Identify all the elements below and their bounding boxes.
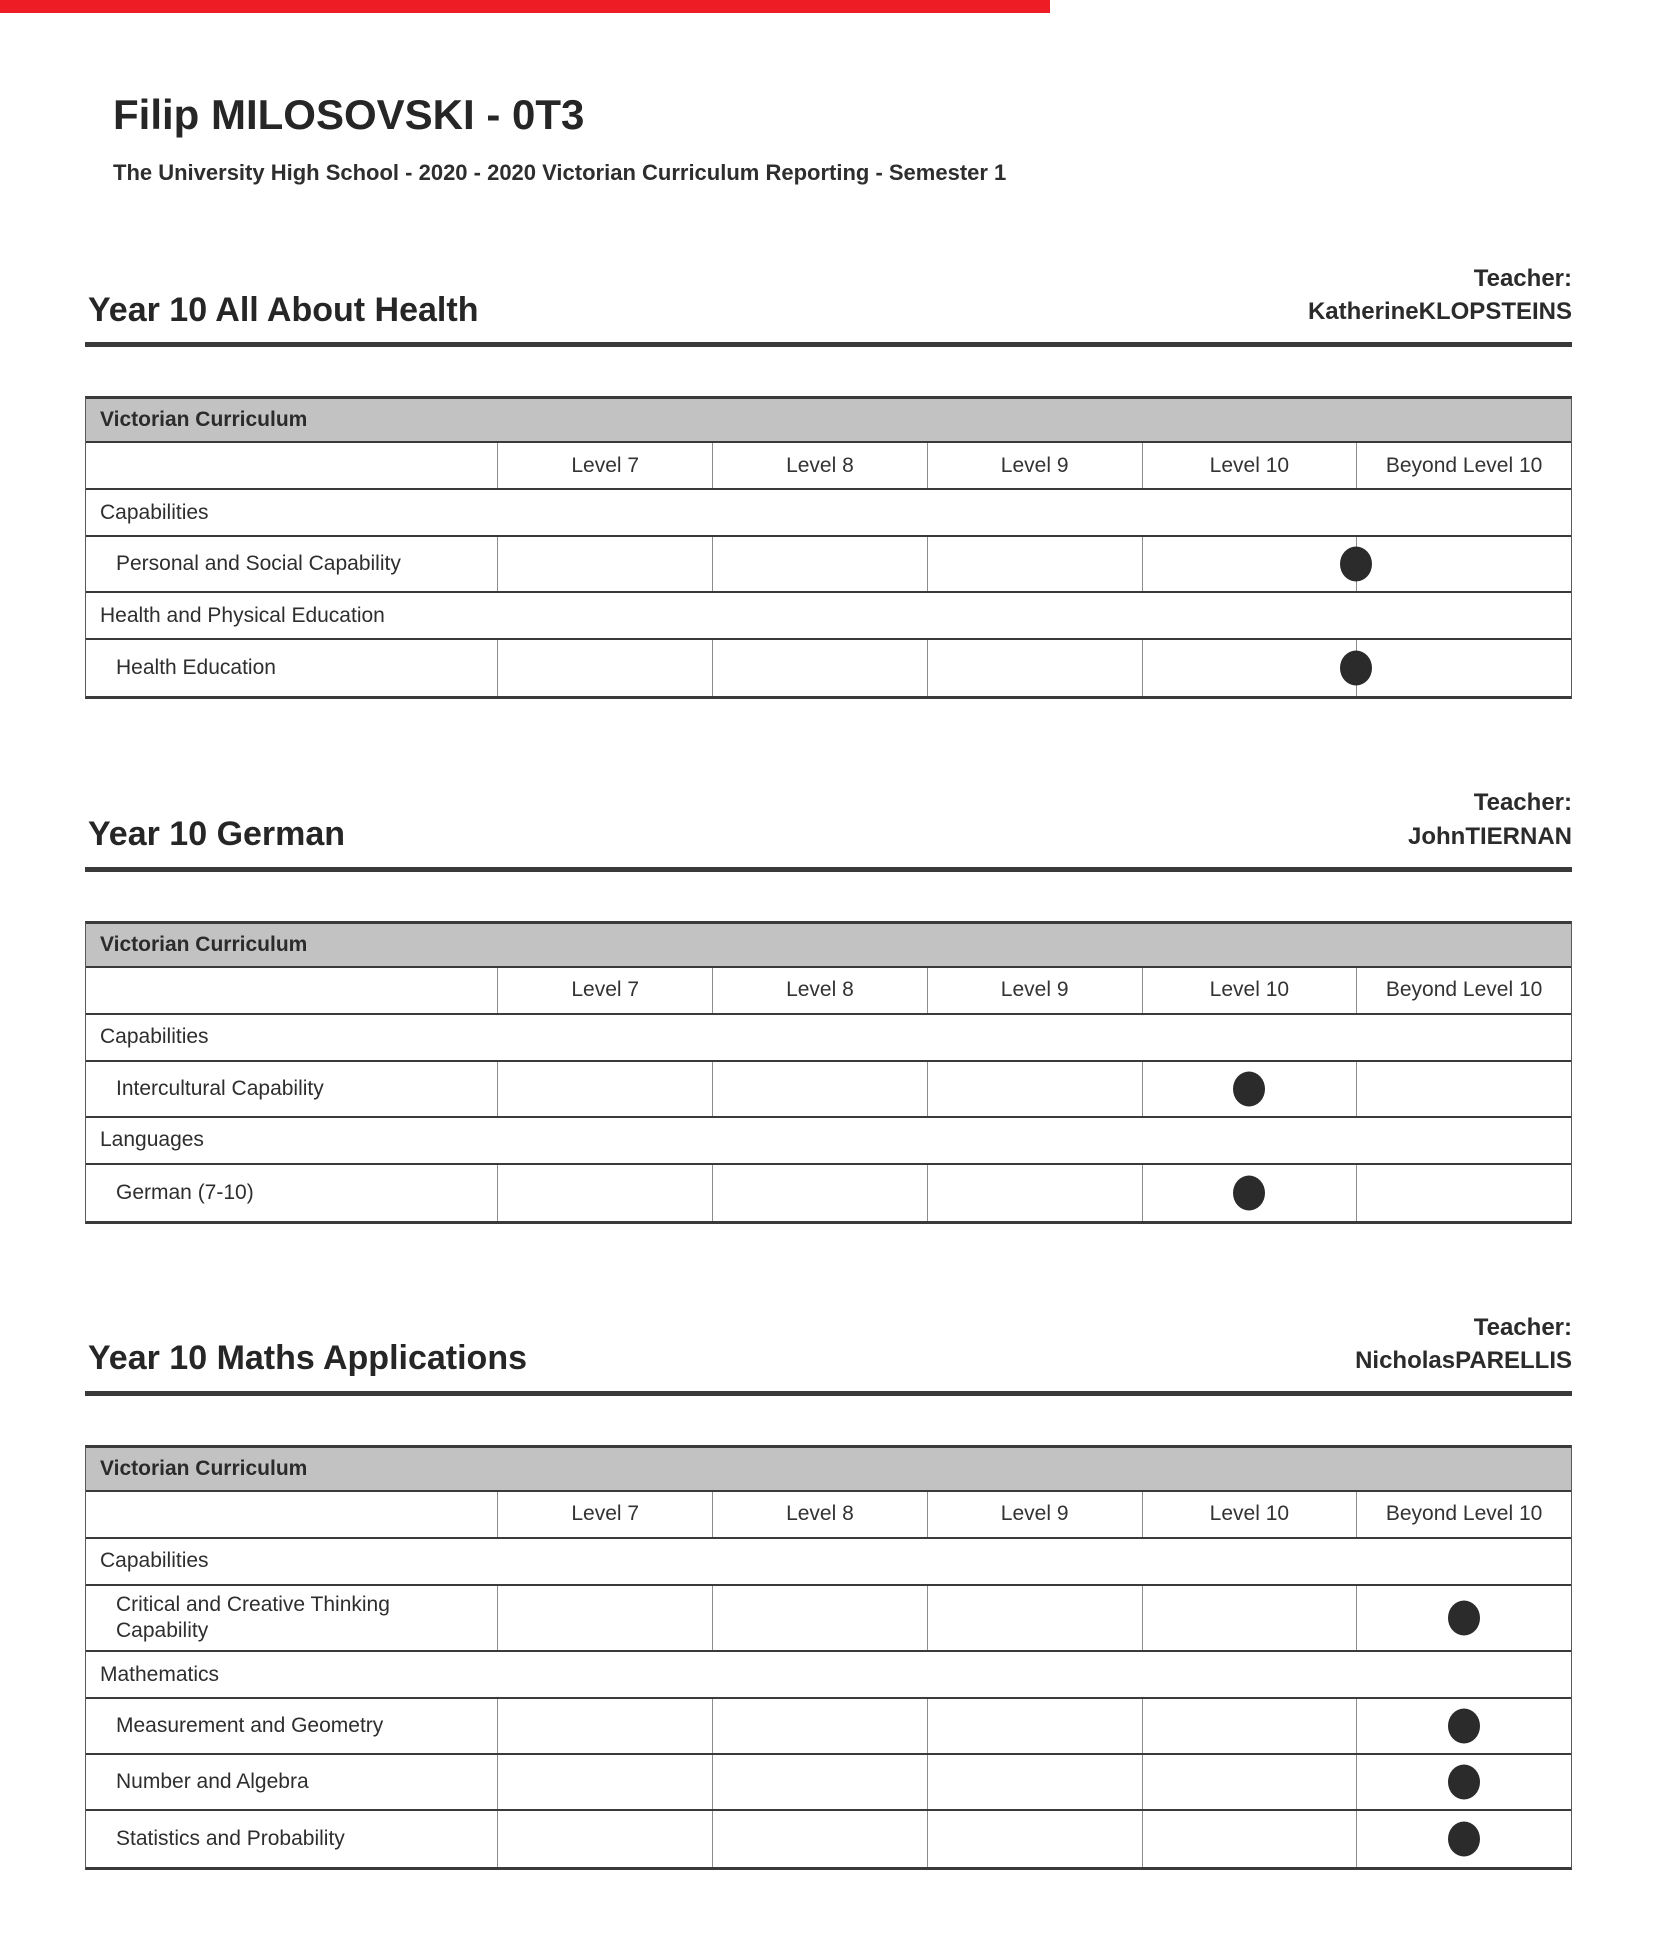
teacher-name: NicholasPARELLIS bbox=[1355, 1346, 1572, 1374]
level-header: Beyond Level 10 bbox=[1356, 968, 1571, 1013]
level-header-row bbox=[86, 443, 1571, 490]
section-rule bbox=[85, 867, 1572, 872]
strand-label: Number and Algebra bbox=[116, 1770, 309, 1794]
level-header: Level 7 bbox=[497, 1492, 712, 1537]
group-row: Capabilities bbox=[86, 1539, 1571, 1586]
achievement-dot bbox=[1340, 547, 1372, 582]
teacher-block bbox=[1355, 1311, 1572, 1377]
student-name: Filip MILOSOVSKI - 0T3 bbox=[113, 91, 585, 138]
achievement-dot bbox=[1448, 1822, 1480, 1857]
level-header: Beyond Level 10 bbox=[1356, 1492, 1571, 1537]
group-row: Capabilities bbox=[86, 1015, 1571, 1062]
level-header: Level 8 bbox=[712, 443, 927, 488]
strand-row bbox=[86, 1755, 1571, 1811]
strand-row bbox=[86, 640, 1571, 696]
section-header bbox=[85, 786, 1572, 852]
strand-row bbox=[86, 1586, 1571, 1653]
section-rule bbox=[85, 342, 1572, 347]
strand-row bbox=[86, 1811, 1571, 1867]
strand-row bbox=[86, 537, 1571, 593]
curriculum-table bbox=[85, 921, 1572, 1224]
achievement-dot bbox=[1448, 1601, 1480, 1636]
teacher-name: KatherineKLOPSTEINS bbox=[1307, 298, 1572, 326]
subject-title: Year 10 All About Health bbox=[88, 290, 479, 329]
strand-label: Health Education bbox=[116, 656, 276, 680]
strand-label: Statistics and Probability bbox=[116, 1827, 345, 1851]
strand-label: Intercultural Capability bbox=[116, 1076, 324, 1100]
level-header: Level 9 bbox=[927, 1492, 1142, 1537]
table-title: Victorian Curriculum bbox=[100, 408, 308, 432]
table-title-row bbox=[86, 1448, 1571, 1492]
table-title: Victorian Curriculum bbox=[100, 1456, 308, 1480]
strand-label: Critical and Creative Thinking Capability bbox=[116, 1592, 390, 1643]
group-row: Languages bbox=[86, 1118, 1571, 1165]
strand-label: Measurement and Geometry bbox=[116, 1714, 384, 1738]
level-header: Level 10 bbox=[1142, 443, 1357, 488]
subject-section-maths bbox=[85, 1311, 1572, 1871]
level-header: Level 9 bbox=[927, 968, 1142, 1013]
table-title: Victorian Curriculum bbox=[100, 932, 308, 956]
empty-header-cell bbox=[86, 443, 497, 488]
report-subtitle: The University High School - 2020 - 2020 Victorian Curriculum Reporting - Semester 1 bbox=[113, 160, 1007, 186]
level-header: Beyond Level 10 bbox=[1356, 443, 1571, 488]
empty-header-cell bbox=[86, 1492, 497, 1537]
group-row: Mathematics bbox=[86, 1652, 1571, 1699]
level-header-row bbox=[86, 1492, 1571, 1539]
subject-section-health bbox=[85, 262, 1572, 699]
subject-title: Year 10 Maths Applications bbox=[88, 1339, 527, 1378]
achievement-dot bbox=[1233, 1175, 1265, 1210]
achievement-dot bbox=[1233, 1071, 1265, 1106]
level-header: Level 10 bbox=[1142, 968, 1357, 1013]
group-row: Capabilities bbox=[86, 490, 1571, 537]
curriculum-table bbox=[85, 396, 1572, 699]
group-row: Health and Physical Education bbox=[86, 593, 1571, 640]
level-header: Level 10 bbox=[1142, 1492, 1357, 1537]
top-red-bar bbox=[0, 0, 1050, 13]
strand-row bbox=[86, 1062, 1571, 1118]
subject-section-german bbox=[85, 786, 1572, 1223]
teacher-label: Teacher: bbox=[1473, 1313, 1572, 1341]
strand-row bbox=[86, 1699, 1571, 1755]
level-header: Level 9 bbox=[927, 443, 1142, 488]
level-header: Level 8 bbox=[712, 1492, 927, 1537]
teacher-label: Teacher: bbox=[1473, 265, 1572, 293]
table-title-row bbox=[86, 924, 1571, 968]
section-rule bbox=[85, 1391, 1572, 1396]
strand-row bbox=[86, 1165, 1571, 1221]
teacher-name: JohnTIERNAN bbox=[1408, 822, 1572, 850]
achievement-dot bbox=[1448, 1765, 1480, 1800]
table-title-row bbox=[86, 399, 1571, 443]
empty-header-cell bbox=[86, 968, 497, 1013]
curriculum-table bbox=[85, 1445, 1572, 1871]
achievement-dot bbox=[1340, 651, 1372, 686]
subject-title: Year 10 German bbox=[88, 814, 346, 853]
section-header bbox=[85, 1311, 1572, 1377]
strand-label: German (7-10) bbox=[116, 1180, 254, 1204]
level-header: Level 7 bbox=[497, 968, 712, 1013]
strand-label: Personal and Social Capability bbox=[116, 552, 401, 576]
level-header-row bbox=[86, 968, 1571, 1015]
level-header: Level 8 bbox=[712, 968, 927, 1013]
teacher-label: Teacher: bbox=[1473, 789, 1572, 817]
teacher-block bbox=[1408, 786, 1572, 852]
teacher-block bbox=[1308, 262, 1572, 328]
level-header: Level 7 bbox=[497, 443, 712, 488]
achievement-dot bbox=[1448, 1709, 1480, 1744]
section-header bbox=[85, 262, 1572, 328]
